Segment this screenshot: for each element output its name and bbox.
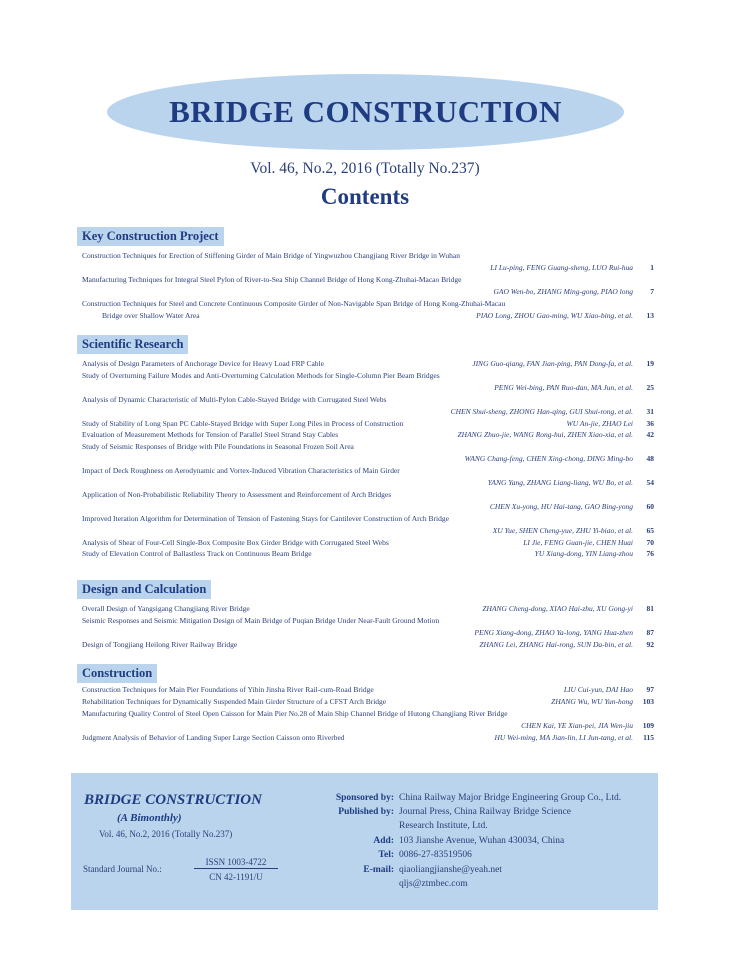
entry-page: 54 bbox=[646, 478, 654, 487]
toc-entry bbox=[82, 310, 654, 322]
toc-entry bbox=[82, 274, 654, 286]
sponsored-value: China Railway Major Bridge Engineering Group Co., Ltd. bbox=[399, 793, 622, 803]
entry-authors: YANG Yang, ZHANG Liang-liang, WU Bo, et al. bbox=[487, 478, 633, 487]
entry-authors: ZHANG Lei, ZHANG Hai-rong, SUN Da-bin, et al. bbox=[479, 640, 633, 650]
entry-authors: JING Guo-qiang, FAN Jian-ping, PAN Dong-fa, et al. bbox=[472, 359, 633, 368]
section-design-calculation: Design and Calculation bbox=[77, 580, 211, 599]
address-label: Add: bbox=[373, 836, 394, 846]
entry-title: Impact of Deck Roughness on Aerodynamic and Vortex-Induced Vibration Characteristics of Main Girder bbox=[82, 466, 400, 476]
entry-title: Construction Techniques for Erection of Stiffening Girder of Main Bridge of Yingwuzhou Changjiang River Bridge in Wuhan bbox=[82, 251, 460, 260]
toc-entry bbox=[82, 537, 654, 549]
footer-issue: Vol. 46, No.2, 2016 (Totally No.237) bbox=[99, 829, 233, 839]
toc-entry bbox=[82, 501, 654, 513]
entry-authors: PENG Xiang-dong, ZHAO Ya-long, YANG Hua-zhen bbox=[474, 628, 633, 638]
section-scientific-research: Scientific Research bbox=[77, 335, 188, 354]
toc-entry bbox=[82, 298, 654, 310]
sponsored-label: Sponsored by: bbox=[335, 793, 394, 803]
toc-entry bbox=[82, 477, 654, 489]
entry-authors: XU Yue, SHEN Cheng-yue, ZHU Yi-biao, et al. bbox=[492, 525, 633, 535]
entry-title: Analysis of Shear of Four-Cell Single-Box Composite Box Girder Bridge with Corrugated Steel Webs bbox=[82, 537, 389, 547]
entry-authors: GAO Wen-bo, ZHANG Ming-gong, PIAO long bbox=[493, 286, 633, 296]
entry-page: 81 bbox=[646, 604, 654, 613]
toc-entry bbox=[82, 465, 654, 477]
entry-authors: LI Lu-ping, FENG Guang-sheng, LUO Rui-hua bbox=[490, 262, 633, 272]
entry-authors: PENG Wei-bing, PAN Ruo-dan, MA Jun, et al. bbox=[494, 382, 633, 392]
toc-entry bbox=[82, 382, 654, 394]
entry-page: 76 bbox=[646, 549, 654, 559]
toc-entry bbox=[82, 525, 654, 537]
entry-page: 97 bbox=[646, 685, 654, 694]
entry-title: Study of Overturning Failure Modes and Anti-Overturning Calculation Methods for Single-Column Pier Beam Bridges bbox=[82, 370, 440, 380]
contents-heading: Contents bbox=[320, 184, 410, 209]
email-value-1[interactable]: qiaoliangjianshe@yeah.net bbox=[399, 865, 502, 875]
toc-entry bbox=[82, 603, 654, 615]
toc-entry bbox=[82, 429, 654, 441]
section-key-construction: Key Construction Project bbox=[77, 227, 224, 246]
entry-page: 60 bbox=[646, 501, 654, 511]
entry-title: Improved Iteration Algorithm for Determination of Tension of Fastening Stays for Cantilever Construction of Arch Bridge bbox=[82, 513, 449, 523]
toc-entry bbox=[82, 370, 654, 382]
entry-title: Study of Seismic Responses of Bridge with Pile Foundations in Seasonal Frozen Soil Area bbox=[82, 442, 354, 452]
entry-page: 25 bbox=[646, 382, 654, 392]
entry-page: 42 bbox=[646, 430, 654, 440]
toc-entry bbox=[82, 394, 654, 406]
toc-entry bbox=[82, 358, 654, 370]
entry-page: 65 bbox=[646, 525, 654, 535]
toc-entry bbox=[82, 615, 654, 627]
entry-title: Seismic Responses and Seismic Mitigation Design of Main Bridge of Puqian Bridge Under Near-Fault Ground Motion bbox=[82, 616, 440, 626]
entry-authors: ZHANG Cheng-dong, XIAO Hai-zhu, XU Gong-yi bbox=[482, 604, 633, 613]
toc-entry bbox=[82, 684, 654, 696]
toc-entry bbox=[82, 418, 654, 430]
cn-number: CN 42-1191/U bbox=[209, 872, 263, 882]
email-value-2[interactable]: qljs@ztmbec.com bbox=[399, 879, 468, 889]
toc-entry bbox=[82, 548, 654, 560]
issue-line: Vol. 46, No.2, 2016 (Totally No.237) bbox=[250, 160, 480, 177]
toc-entry bbox=[82, 441, 654, 453]
entry-authors: LIU Cui-yun, DAI Hao bbox=[563, 685, 633, 694]
entry-title: Manufacturing Quality Control of Steel Open Caisson for Main Pier No.28 of Main Ship Channel Bridge of Hutong Changjiang River Bridge bbox=[82, 708, 508, 718]
entry-title: Design of Tongjiang Heilong River Railway Bridge bbox=[82, 640, 238, 650]
address-value: 103 Jianshe Avenue, Wuhan 430034, China bbox=[399, 836, 565, 846]
entry-authors: LI Jie, FENG Guan-jie, CHEN Huai bbox=[523, 537, 633, 547]
entry-authors: CHEN Shui-sheng, ZHONG Han-qing, GUI Shui-rong, et al. bbox=[450, 406, 633, 416]
entry-authors: ZHANG Zhuo-jie, WANG Rong-hui, ZHEN Xiao-xia, et al. bbox=[457, 430, 633, 440]
entry-page: 31 bbox=[646, 406, 654, 416]
entry-page: 87 bbox=[646, 628, 654, 638]
entry-page: 36 bbox=[646, 418, 654, 428]
standard-journal-label: Standard Journal No.: bbox=[83, 864, 162, 874]
toc-entry bbox=[82, 732, 654, 744]
entry-authors: YU Xiang-dong, YIN Liang-zhou bbox=[534, 549, 633, 559]
toc-entry bbox=[82, 406, 654, 418]
entry-authors: PIAO Long, ZHOU Gao-ming, WU Xiao-bing, et al. bbox=[476, 310, 633, 320]
footer-subtitle: (A Bimonthly) bbox=[117, 812, 182, 824]
entry-title: Overall Design of Yangsigang Changjiang River Bridge bbox=[82, 604, 250, 613]
entry-page: 115 bbox=[643, 732, 654, 742]
entry-page: 109 bbox=[642, 720, 654, 730]
entry-title: Bridge over Shallow Water Area bbox=[102, 310, 200, 320]
toc-entry bbox=[82, 453, 654, 465]
entry-title: Evaluation of Measurement Methods for Tension of Parallel Steel Strand Stay Cables bbox=[82, 430, 339, 440]
entry-authors: CHEN Xu-yong, HU Hai-tang, GAO Bing-yong bbox=[489, 501, 633, 511]
published-value-1: Journal Press, China Railway Bridge Science bbox=[399, 807, 572, 817]
issn-number: ISSN 1003-4722 bbox=[194, 857, 278, 869]
toc-entry bbox=[82, 720, 654, 732]
entry-title: Construction Techniques for Main Pier Foundations of Yibin Jinsha River Rail-cum-Road Bridge bbox=[82, 685, 374, 694]
journal-title: BRIDGE CONSTRUCTION bbox=[169, 94, 562, 129]
toc-entry bbox=[82, 262, 654, 274]
entry-title: Analysis of Dynamic Characteristic of Multi-Pylon Cable-Stayed Bridge with Corrugated Steel Webs bbox=[82, 394, 387, 404]
journal-info-box bbox=[71, 773, 658, 910]
entry-page: 19 bbox=[646, 359, 654, 368]
toc-entry bbox=[82, 513, 654, 525]
entry-title: Rehabilitation Techniques for Dynamically Suspended Main Girder Structure of a CFST Arch Bridge bbox=[82, 696, 387, 706]
entry-title: Construction Techniques for Steel and Concrete Continuous Composite Girder of Non-Navigable Span Bridge of Hong Kong-Zhuhai-Macau bbox=[82, 298, 506, 308]
toc-entry bbox=[82, 250, 654, 262]
published-label: Published by: bbox=[338, 807, 394, 817]
entry-page: 103 bbox=[642, 696, 654, 706]
entry-page: 13 bbox=[646, 310, 654, 320]
toc-entry bbox=[82, 708, 654, 720]
toc-entry bbox=[82, 489, 654, 501]
entry-authors: ZHANG Wu, WU Yun-hong bbox=[551, 696, 633, 706]
entry-page: 92 bbox=[646, 640, 654, 650]
published-value-2: Research Institute, Ltd. bbox=[399, 821, 488, 831]
entry-authors: CHEN Kai, YE Xian-pei, JIA Wen-jiu bbox=[521, 720, 633, 730]
entry-title: Analysis of Design Parameters of Anchorage Device for Heavy Load FRP Cable bbox=[82, 359, 324, 368]
section-construction: Construction bbox=[77, 664, 157, 683]
entry-authors: HU Wei-ming, MA Jian-lin, LI Jun-tang, et al. bbox=[494, 732, 633, 742]
entry-title: Application of Non-Probabilistic Reliability Theory to Assessment and Reinforcement of Arch Bridges bbox=[82, 489, 392, 499]
entry-title: Judgment Analysis of Behavior of Landing Super Large Section Caisson onto Riverbed bbox=[82, 732, 345, 742]
toc-entry bbox=[82, 696, 654, 708]
entry-authors: WANG Chang-feng, CHEN Xing-chong, DING Ming-bo bbox=[464, 454, 633, 464]
entry-page: 70 bbox=[646, 537, 654, 547]
entry-page: 48 bbox=[646, 454, 654, 464]
entry-page: 1 bbox=[650, 262, 654, 272]
toc-entry bbox=[82, 627, 654, 639]
entry-title: Study of Elevation Control of Ballastless Track on Continuous Beam Bridge bbox=[82, 549, 312, 559]
entry-authors: WU An-jie, ZHAO Lei bbox=[566, 418, 633, 428]
entry-page: 7 bbox=[650, 286, 654, 296]
tel-value: 0086-27-83519506 bbox=[399, 850, 472, 860]
entry-title: Manufacturing Techniques for Integral Steel Pylon of River-to-Sea Ship Channel Bridge of Hong Kong-Zhuhai-Macao Bridge bbox=[82, 274, 462, 284]
tel-label: Tel: bbox=[378, 850, 394, 860]
entry-title: Study of Stability of Long Span PC Cable-Stayed Bridge with Super Long Piles in Process of Construction bbox=[82, 418, 404, 428]
email-label: E-mail: bbox=[363, 865, 394, 875]
toc-entry bbox=[82, 286, 654, 298]
title-banner bbox=[107, 74, 624, 150]
toc-entry bbox=[82, 639, 654, 651]
footer-title: BRIDGE CONSTRUCTION bbox=[84, 792, 262, 808]
